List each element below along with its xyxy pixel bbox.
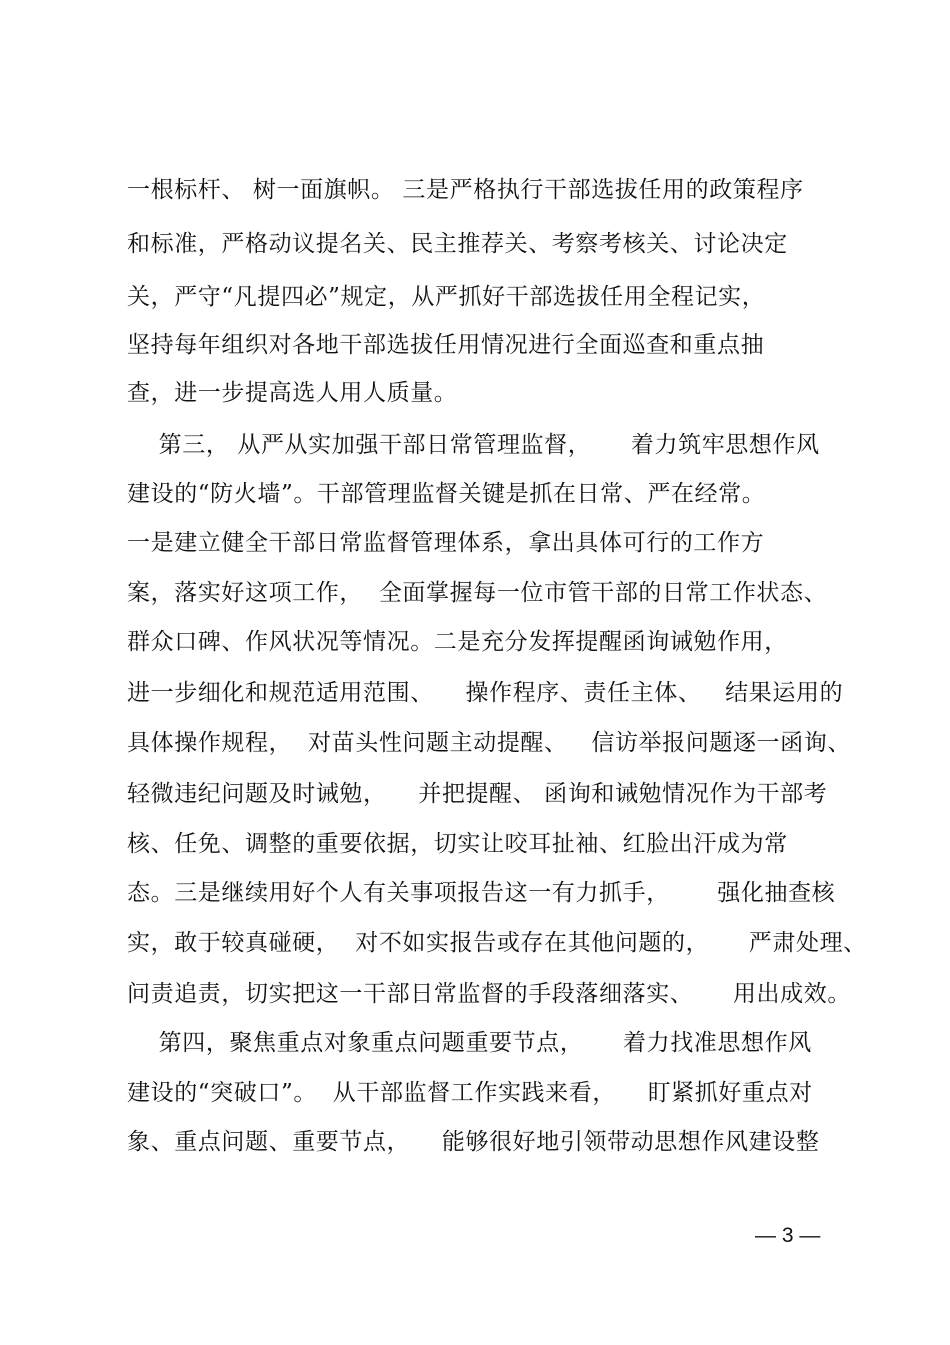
text-line: 具体操作规程， 对苗头性问题主动提醒、 信访举报问题逐一函询、	[127, 730, 851, 756]
text-line: 象、重点问题、重要节点， 能够很好地引领带动思想作风建设整	[127, 1129, 820, 1155]
text-line: 查，进一步提高选人用人质量。	[127, 380, 458, 406]
text-line: 核、任免、调整的重要依据，切实让咬耳扯袖、红脸出汗成为常	[127, 831, 788, 857]
text-line: 和标准，严格动议提名关、民主推荐关、考察考核关、讨论决定	[127, 231, 788, 257]
text-line: 问责追责，切实把这一干部日常监督的手段落细落实、 用出成效。	[127, 981, 851, 1007]
text-line: 坚持每年组织对各地干部选拔任用情况进行全面巡查和重点抽	[127, 332, 765, 358]
text-line: 第四，聚焦重点对象重点问题重要节点， 着力找准思想作风	[127, 1030, 812, 1056]
text-line: 态。三是继续用好个人有关事项报告这一有力抓手， 强化抽查核	[127, 880, 836, 906]
text-line: 进一步细化和规范适用范围、 操作程序、责任主体、 结果运用的	[127, 680, 844, 706]
text-line: 群众口碑、作风状况等情况。二是充分发挥提醒函询诫勉作用，	[127, 629, 788, 655]
text-line: 建设的“防火墙”。干部管理监督关键是抓在日常、严在经常。	[127, 481, 766, 507]
text-line: 关，严守“凡提四必”规定，从严抓好干部选拔任用全程记实，	[127, 284, 766, 310]
text-line: 一是建立健全干部日常监督管理体系，拿出具体可行的工作方	[127, 530, 765, 556]
text-line: 轻微违纪问题及时诫勉， 并把提醒、 函询和诫勉情况作为干部考	[127, 781, 828, 807]
page-number: — 3 —	[755, 1224, 821, 1247]
text-line: 第三， 从严从实加强干部日常管理监督， 着力筑牢思想作风	[127, 432, 820, 458]
text-line: 一根标杆、 树一面旗帜。 三是严格执行干部选拔任用的政策程序	[127, 177, 804, 203]
text-line: 建设的“突破口”。 从干部监督工作实践来看， 盯紧抓好重点对	[127, 1080, 813, 1106]
text-line: 案，落实好这项工作， 全面掌握每一位市管干部的日常工作状态、	[127, 580, 828, 606]
text-line: 实，敢于较真碰硬， 对不如实报告或存在其他问题的， 严肃处理、	[127, 930, 867, 956]
